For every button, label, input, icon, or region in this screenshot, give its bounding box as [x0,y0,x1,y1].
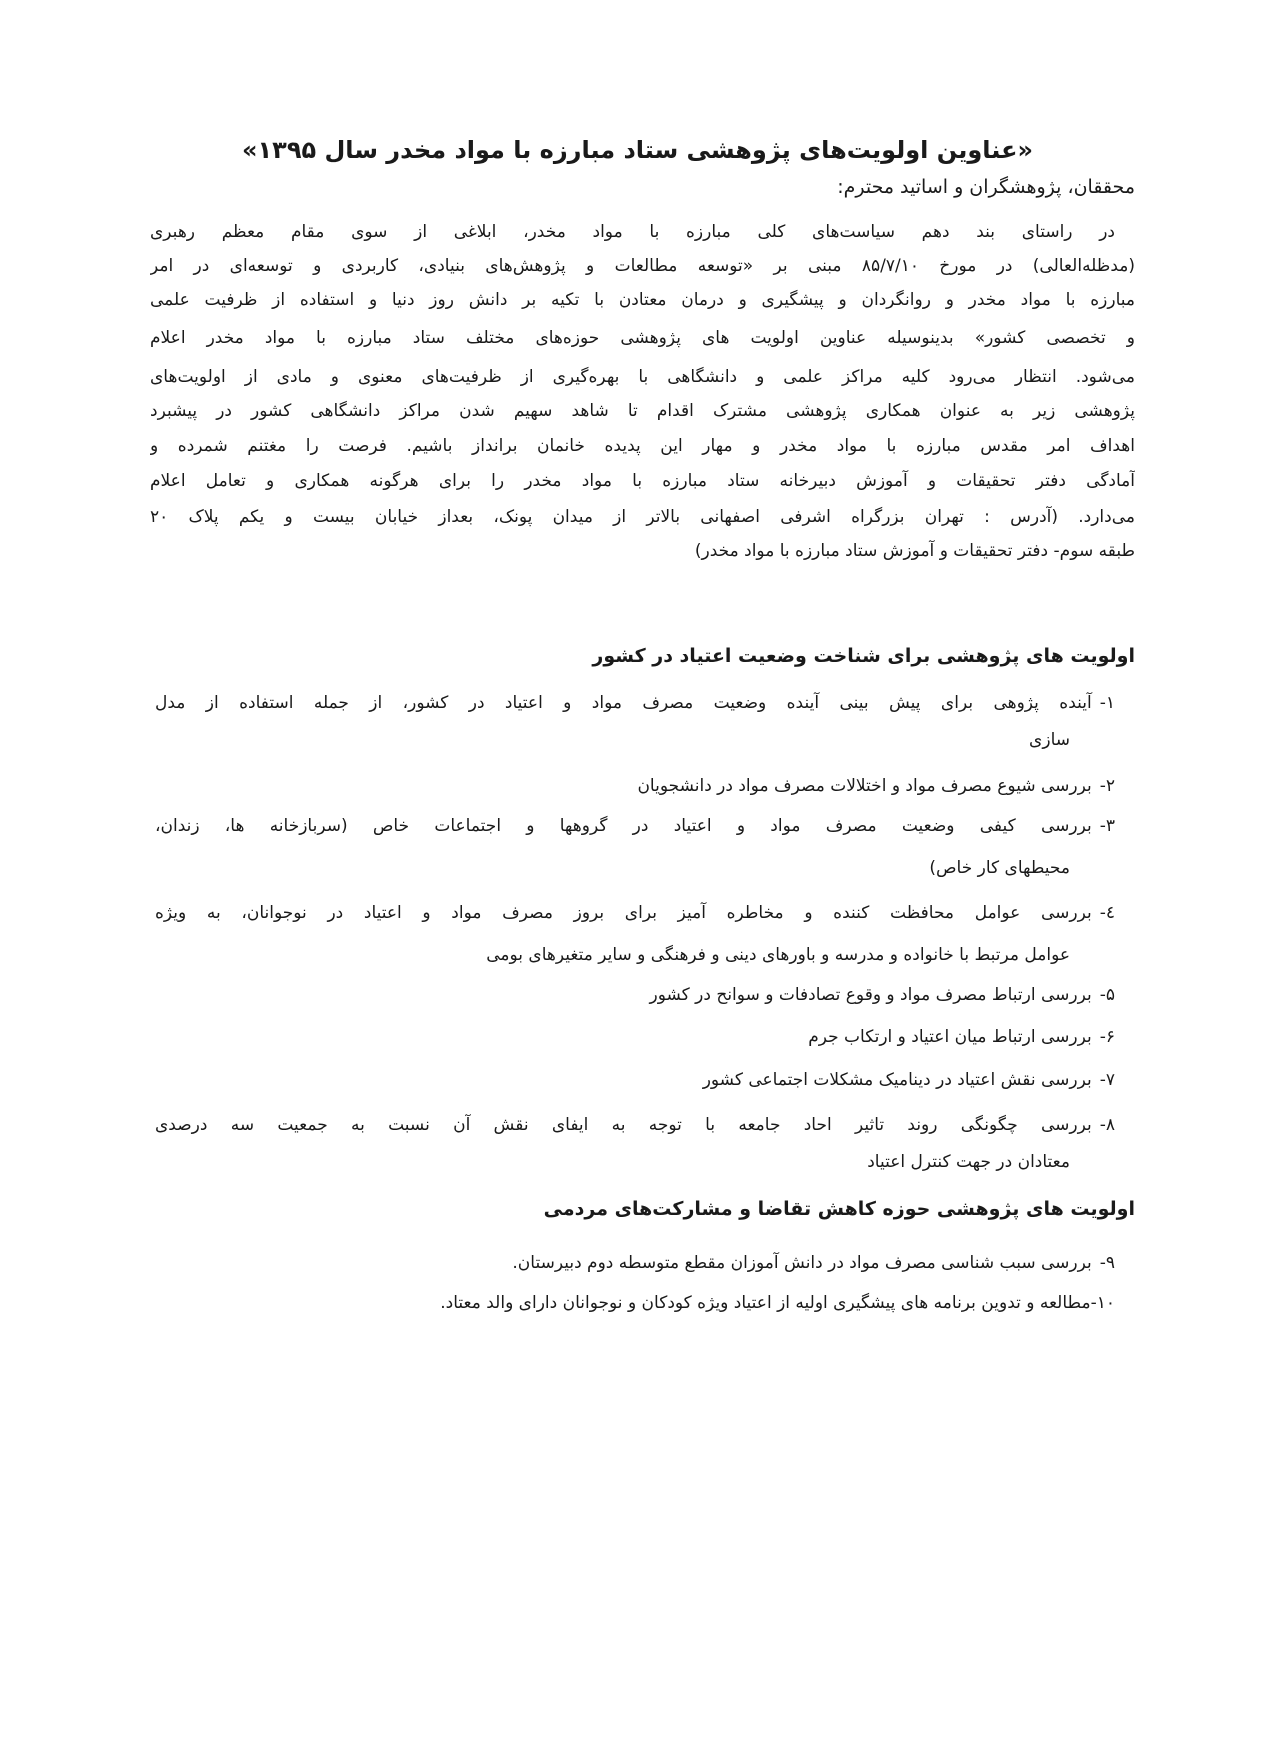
item-number: ۵- [1099,985,1115,1005]
intro-line: طبقه سوم- دفتر تحقیقات و آموزش ستاد مبارزه با مواد مخدر) [694,541,1135,561]
item-text: بررسی سبب شناسی مصرف مواد در دانش آموزان مقطع متوسطه دوم دبیرستان. [512,1253,1092,1273]
intro-line: و تخصصی کشور» بدینوسیله عناوین اولویت های پژوهشی حوزه‌های مختلف ستاد مبارزه با مواد مخدر اعلام [150,328,1135,348]
item-text: بررسی چگونگی روند تاثیر احاد جامعه با توجه به ایفای نقش آن نسبت به جمعیت سه درصدی [155,1115,1092,1135]
intro-line: (مدظله‌العالی) در مورخ ۸۵/۷/۱۰ مبنی بر «توسعه مطالعات و پژوهش‌های بنیادی، کاربردی و توسعه‌ای در امر [150,256,1135,276]
list-item [155,811,1115,841]
intro-line: مبارزه با مواد مخدر و روانگردان و پیشگیری و درمان معتادن با تکیه بر دانش روز دنیا و استفاده از ظرفیت علمی [150,290,1135,310]
item-text: بررسی شیوع مصرف مواد و اختلالات مصرف مواد در دانشجویان [637,776,1092,796]
section-heading: اولویت های پژوهشی برای شناخت وضعیت اعتیاد در کشور [592,645,1135,667]
item-number: ۶- [1099,1027,1115,1047]
salutation: محققان، پژوهشگران و اساتید محترم: [837,176,1135,198]
item-number: ۱- [1099,693,1115,713]
item-number: ۷- [1099,1070,1115,1090]
item-text: بررسی عوامل محافظت کننده و مخاطره آمیز برای بروز مصرف مواد و اعتیاد در نوجوانان، به ویژه [155,903,1092,923]
intro-line: آمادگی دفتر تحقیقات و آموزش دبیرخانه ستاد مبارزه با مواد مخدر را برای هرگونه همکاری و تعامل اعلام [150,471,1135,491]
list-item [155,898,1115,928]
intro-line: می‌شود. انتظار می‌رود کلیه مراکز علمی و دانشگاهی با بهره‌گیری از ظرفیت‌های معنوی و مادی از اولویت‌های [150,367,1135,387]
item-number: ۳- [1099,816,1115,836]
item-text: بررسی ارتباط میان اعتیاد و ارتکاب جرم [808,1027,1092,1047]
item-text: بررسی کیفی وضعیت مصرف مواد و اعتیاد در گروهها و اجتماعات خاص (سربازخانه ها، زندان، [155,816,1092,836]
item-number: ٤- [1099,903,1115,923]
document-title: «عناوین اولویت‌های پژوهشی ستاد مبارزه با مواد مخدر سال ۱۳۹۵» [242,136,1033,164]
intro-line: پژوهشی زیر به عنوان همکاری پژوهشی مشترک اقدام تا شاهد سهیم شدن مراکز دانشگاهی کشور در پیشبرد [150,401,1135,421]
item-text: بررسی ارتباط مصرف مواد و وقوع تصادفات و سوانح در کشور [649,985,1092,1005]
item-number: ۲- [1099,776,1115,796]
list-item [512,1248,1115,1278]
intro-line: در راستای بند دهم سیاست‌های کلی مبارزه با مواد مخدر، ابلاغی از سوی مقام معظم رهبری [150,222,1115,242]
list-item [440,1288,1115,1318]
item-continuation: محیطهای کار خاص) [929,858,1070,878]
intro-line: می‌دارد. (آدرس : تهران بزرگراه اشرفی اصفهانی بالاتر از میدان پونک، بعداز خیابان بیست و یکم پلاک ۲۰ [150,507,1135,527]
item-text: آینده پژوهی برای پیش بینی آینده وضعیت مصرف مواد و اعتیاد در کشور، از جمله استفاده از مدل [155,693,1092,713]
list-item [155,688,1115,718]
item-text: مطالعه و تدوین برنامه های پیشگیری اولیه از اعتیاد ویژه کودکان و نوجوانان دارای والد معتاد. [440,1293,1091,1313]
item-text: بررسی نقش اعتیاد در دینامیک مشکلات اجتماعی کشور [702,1070,1092,1090]
list-item [155,1110,1115,1140]
item-continuation: عوامل مرتبط با خانواده و مدرسه و باورهای دینی و فرهنگی و سایر متغیرهای بومی [486,945,1070,965]
list-item [703,1065,1115,1095]
item-continuation: معتادان در جهت کنترل اعتیاد [867,1152,1070,1172]
list-item [637,771,1115,801]
list-item [808,1022,1115,1052]
item-continuation: سازی [1029,730,1070,750]
list-item [650,980,1115,1010]
item-number: ۱۰- [1090,1293,1115,1313]
intro-line: اهداف امر مقدس مبارزه با مواد مخدر و مهار این پدیده خانمان برانداز باشیم. فرصت را مغتنم شمرده و [150,436,1135,456]
item-number: ۹- [1099,1253,1115,1273]
item-number: ۸- [1099,1115,1115,1135]
section-heading: اولویت های پژوهشی حوزه کاهش تقاضا و مشارکت‌های مردمی [543,1198,1135,1220]
